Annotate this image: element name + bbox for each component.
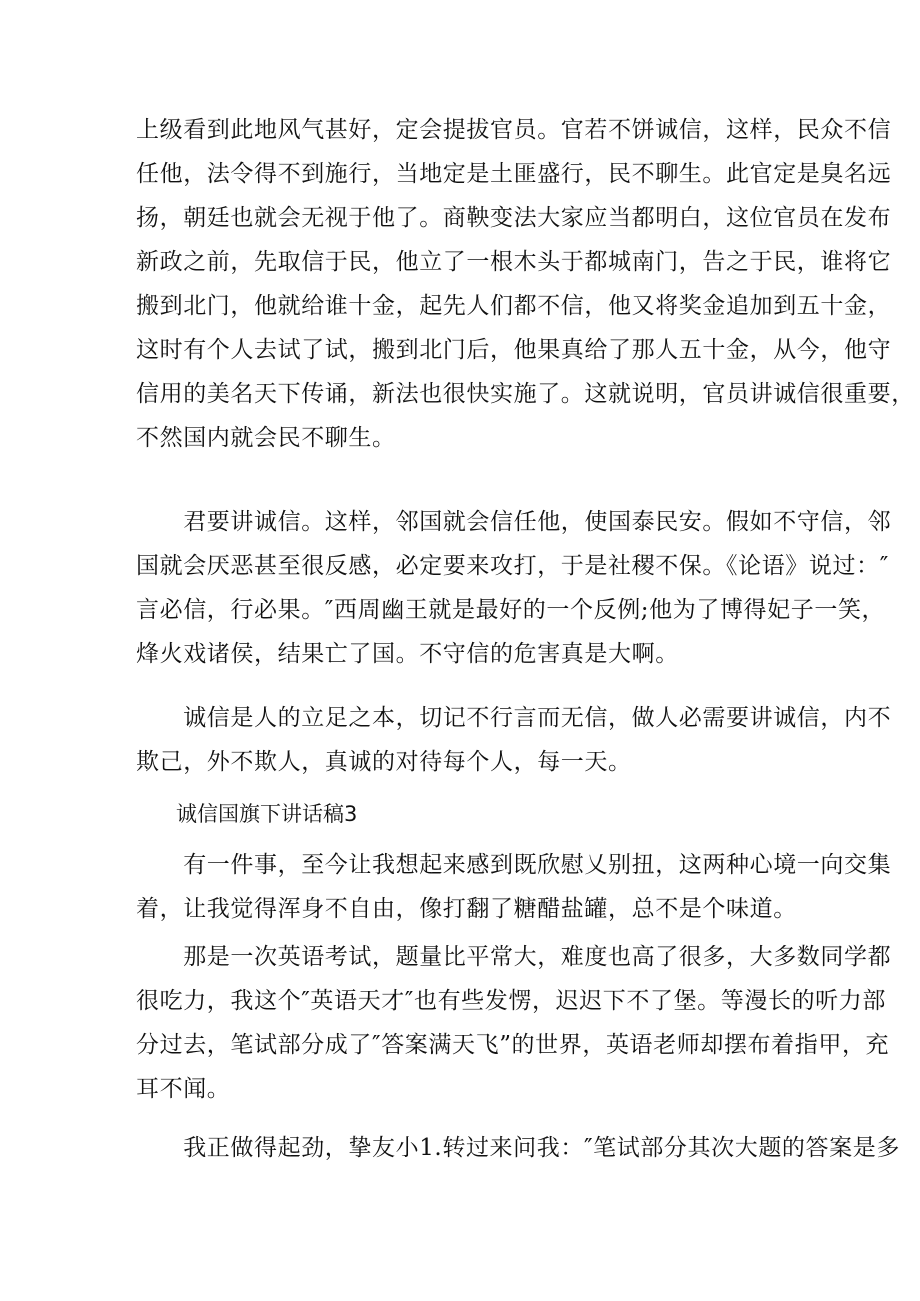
- paragraph-officials-integrity: [136, 108, 915, 460]
- section-heading: 诚信国旗下讲话稿3: [176, 802, 358, 826]
- text-line: 有一件事，至今让我想起来感到既欣慰乂别扭，这两种心境一向交集: [136, 852, 892, 878]
- paragraph-friend-question: [136, 1126, 900, 1170]
- text-line: 分过去，笔试部分成了″答案满天飞”的世界，英语老师却摆布着指甲，充: [136, 1032, 890, 1058]
- text-line: 君要讲诚信。这样，邻国就会信任他，使国泰民安。假如不守信，邻: [136, 509, 892, 535]
- text-line: 我正做得起劲，挚友小1.转过来问我：″笔试部分其次大题的答案是多: [136, 1135, 900, 1161]
- paragraph-english-exam: [136, 935, 892, 1111]
- text-line: 国就会厌恶甚至很反感，必定要来攻打，于是社稷不保。《论语》说过：″: [136, 553, 889, 579]
- text-line: 很吃力，我这个″英语天才″也有些发愣，迟迟下不了堡。等漫长的听力部: [136, 988, 886, 1014]
- paragraph-ruler-integrity: [136, 500, 892, 676]
- text-line: 诚信是人的立足之本，切记不行言而无信，做人必需要讲诚信，内不: [136, 705, 892, 731]
- text-line: 耳不闻。: [136, 1076, 231, 1102]
- text-line: 着，让我觉得浑身不自由，像打翻了糖醋盐罐，总不是个味道。: [136, 896, 797, 922]
- text-line: 任他，法令得不到施行，当地定是土匪盛行，民不聊生。此官定是臭名远: [136, 161, 892, 187]
- paragraph-story-intro: [136, 843, 892, 931]
- text-line: 不然国内就会民不聊生。: [136, 425, 396, 451]
- text-line: 那是一次英语考试，题量比平常大，难度也高了很多，大多数同学都: [136, 944, 892, 970]
- text-line: 欺己，外不欺人，真诚的对待每个人，每一天。: [136, 749, 632, 775]
- text-line: 上级看到此地风气甚好，定会提拔官员。官若不饼诚信，这样，民众不信: [136, 117, 892, 143]
- text-line: 这时有个人去试了试，搬到北门后，他果真给了那人五十金，从今，他守: [136, 337, 892, 363]
- text-line: 搬到北门，他就给谁十金，起先人们都不信，他又将奖金追加到五十金，: [136, 293, 892, 319]
- text-line: 扬，朝廷也就会无视于他了。商鞅变法大家应当都明白，这位官员在发布: [136, 205, 892, 231]
- text-line: 言必信，行必果。″西周幽王就是最好的一个反例;他为了博得妃子一笑，: [136, 597, 886, 623]
- text-line: 烽火戏诸侯，结果亡了国。不守信的危害真是大啊。: [136, 641, 679, 667]
- text-line: 新政之前，先取信于民，他立了一根木头于都城南门，告之于民，谁将它: [136, 249, 892, 275]
- paragraph-conclusion: [136, 696, 892, 784]
- text-line: 信用的美名天下传诵，新法也很快实施了。这就说明，官员讲诚信很重要，: [136, 381, 915, 407]
